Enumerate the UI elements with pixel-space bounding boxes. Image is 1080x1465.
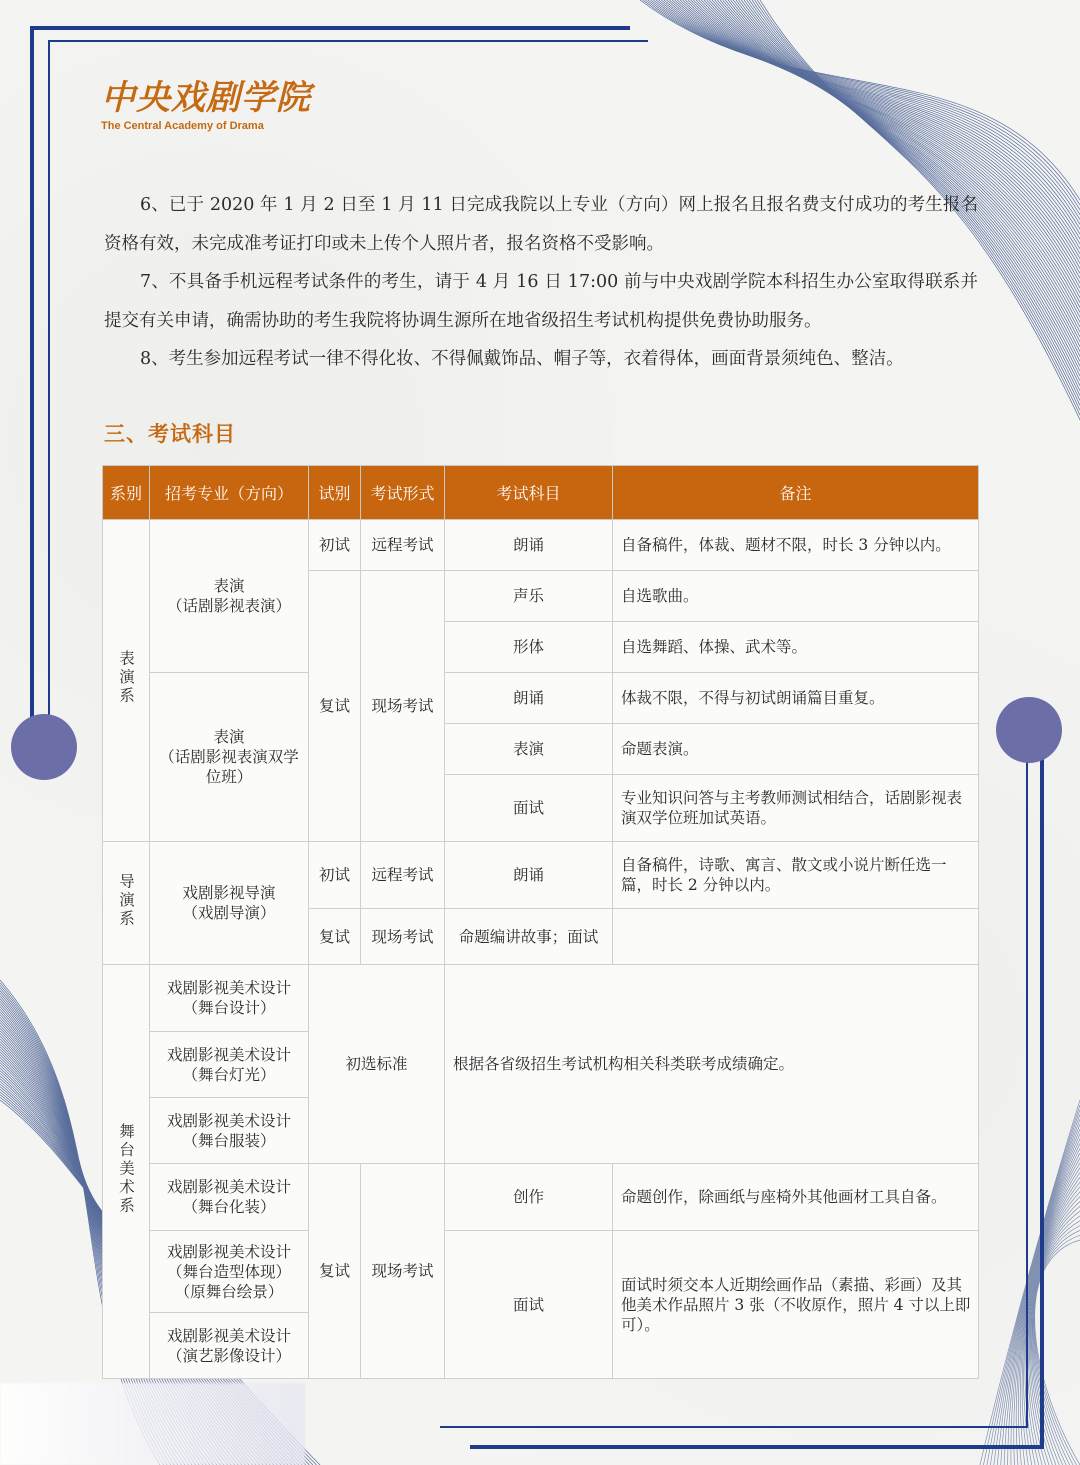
dept-cell [103,520,150,842]
header-subject: 考试科目 [445,466,613,520]
frame-top-line-2 [48,40,648,42]
decorative-circle-left [11,714,77,780]
decorative-circle-right [996,697,1062,763]
header-round: 试别 [309,466,361,520]
table-row [103,1231,979,1313]
prelim-note-cell: 根据各省级招生考试机构相关科类联考成绩确定。 [445,965,979,1164]
header-dept: 系别 [103,466,150,520]
major-cell: 戏剧影视美术设计 （舞台灯光） [150,1032,309,1098]
subject-cell: 面试 [445,775,613,842]
major-cell: 戏剧影视美术设计 （舞台服装） [150,1098,309,1164]
paragraph-8: 8、考生参加远程考试一律不得化妆、不得佩戴饰品、帽子等，衣着得体，画面背景须纯色、整洁。 [140,349,904,369]
table-header-row [103,466,979,520]
note-cell: 体裁不限，不得与初试朗诵篇目重复。 [613,673,979,724]
academy-logo [101,78,311,132]
note-cell: 面试时须交本人近期绘画作品（素描、彩画）及其他美术作品照片 3 张（不收原作，照片 4 寸以上即可）。 [613,1231,979,1379]
frame-left-line-2 [48,40,50,730]
note-cell: 命题表演。 [613,724,979,775]
header-major: 招考专业（方向） [150,466,309,520]
section-title: 三、考试科目 [104,421,236,446]
round-cell: 复试 [309,1164,361,1379]
dept-biaoyan: 表演系 [117,650,135,706]
header-form: 考试形式 [361,466,445,520]
note-cell [613,909,979,965]
note-cell: 自备稿件，诗歌、寓言、散文或小说片断任选一篇，时长 2 分钟以内。 [613,842,979,909]
subject-cell: 表演 [445,724,613,775]
subject-cell: 命题编讲故事；面试 [445,909,613,965]
table-row [103,965,979,1032]
round-cell: 复试 [309,571,361,842]
major-cell: 戏剧影视美术设计 （演艺影像设计） [150,1313,309,1379]
note-cell: 自备稿件，体裁、题材不限，时长 3 分钟以内。 [613,520,979,571]
paragraph-6: 6、已于 2020 年 1 月 2 日至 1 月 11 日完成我院以上专业（方向）网上报名且报名费支付成功的考生报名资格有效，未完成准考证打印或未上传个人照片者，报名资格不受影响。 [104,195,978,254]
frame-left-line [30,26,34,738]
logo-english: The Central Academy of Drama [101,120,264,132]
subject-cell: 朗诵 [445,673,613,724]
decorative-curve [643,0,1080,205]
frame-top-line [30,26,630,30]
subject-cell: 面试 [445,1231,613,1379]
subject-cell: 声乐 [445,571,613,622]
subject-cell: 朗诵 [445,842,613,909]
decorative-curve [1028,1192,1080,1465]
frame-bottom-line-2 [440,1426,1028,1428]
major-cell: 表演 （话剧影视表演） [150,520,309,673]
dept-daoyan: 导演系 [117,872,135,929]
round-cell: 初试 [309,842,361,909]
round-cell: 复试 [309,909,361,965]
major-cell: 表演 （话剧影视表演双学 位班） [150,673,309,842]
table-row [103,673,979,724]
header-note: 备注 [613,466,979,520]
major-cell: 戏剧影视导演 （戏剧导演） [150,842,309,965]
table-row [103,1164,979,1231]
blurred-watermark-area [0,1383,305,1465]
prelim-cell: 初选标准 [309,965,445,1164]
frame-right-line [1040,718,1044,1448]
form-cell: 远程考试 [361,842,445,909]
logo-chinese: 中央戏剧学院 [101,78,311,118]
subject-cell: 朗诵 [445,520,613,571]
subject-cell: 创作 [445,1164,613,1231]
note-cell: 专业知识问答与主考教师测试相结合，话剧影视表演双学位班加试英语。 [613,775,979,842]
frame-bottom-line [470,1445,1044,1449]
form-cell: 现场考试 [361,1164,445,1379]
table-row [103,520,979,571]
subject-cell: 形体 [445,622,613,673]
note-cell: 自选舞蹈、体操、武术等。 [613,622,979,673]
note-cell: 命题创作，除画纸与座椅外其他画材工具自备。 [613,1164,979,1231]
major-cell: 戏剧影视美术设计 （舞台化装） [150,1164,309,1231]
dept-cell [103,842,150,965]
major-cell: 戏剧影视美术设计 （舞台设计） [150,965,309,1032]
major-cell: 戏剧影视美术设计 （舞台造型体现） （原舞台绘景） [150,1231,309,1313]
round-cell: 初试 [309,520,361,571]
form-cell: 现场考试 [361,571,445,842]
dept-wutai: 舞台美术系 [117,1122,135,1216]
form-cell: 现场考试 [361,909,445,965]
dept-cell [103,965,150,1379]
table-row [103,842,979,909]
exam-subjects-table [102,465,979,1379]
note-cell: 自选歌曲。 [613,571,979,622]
form-cell: 远程考试 [361,520,445,571]
frame-right-line-2 [1026,706,1028,1426]
paragraph-7: 7、不具备手机远程考试条件的考生，请于 4 月 16 日 17:00 前与中央戏剧学院本科招生办公室取得联系并提交有关申请，确需协助的考生我院将协调生源所在地省级招生考试机构提供免费协助服务。 [104,272,978,331]
